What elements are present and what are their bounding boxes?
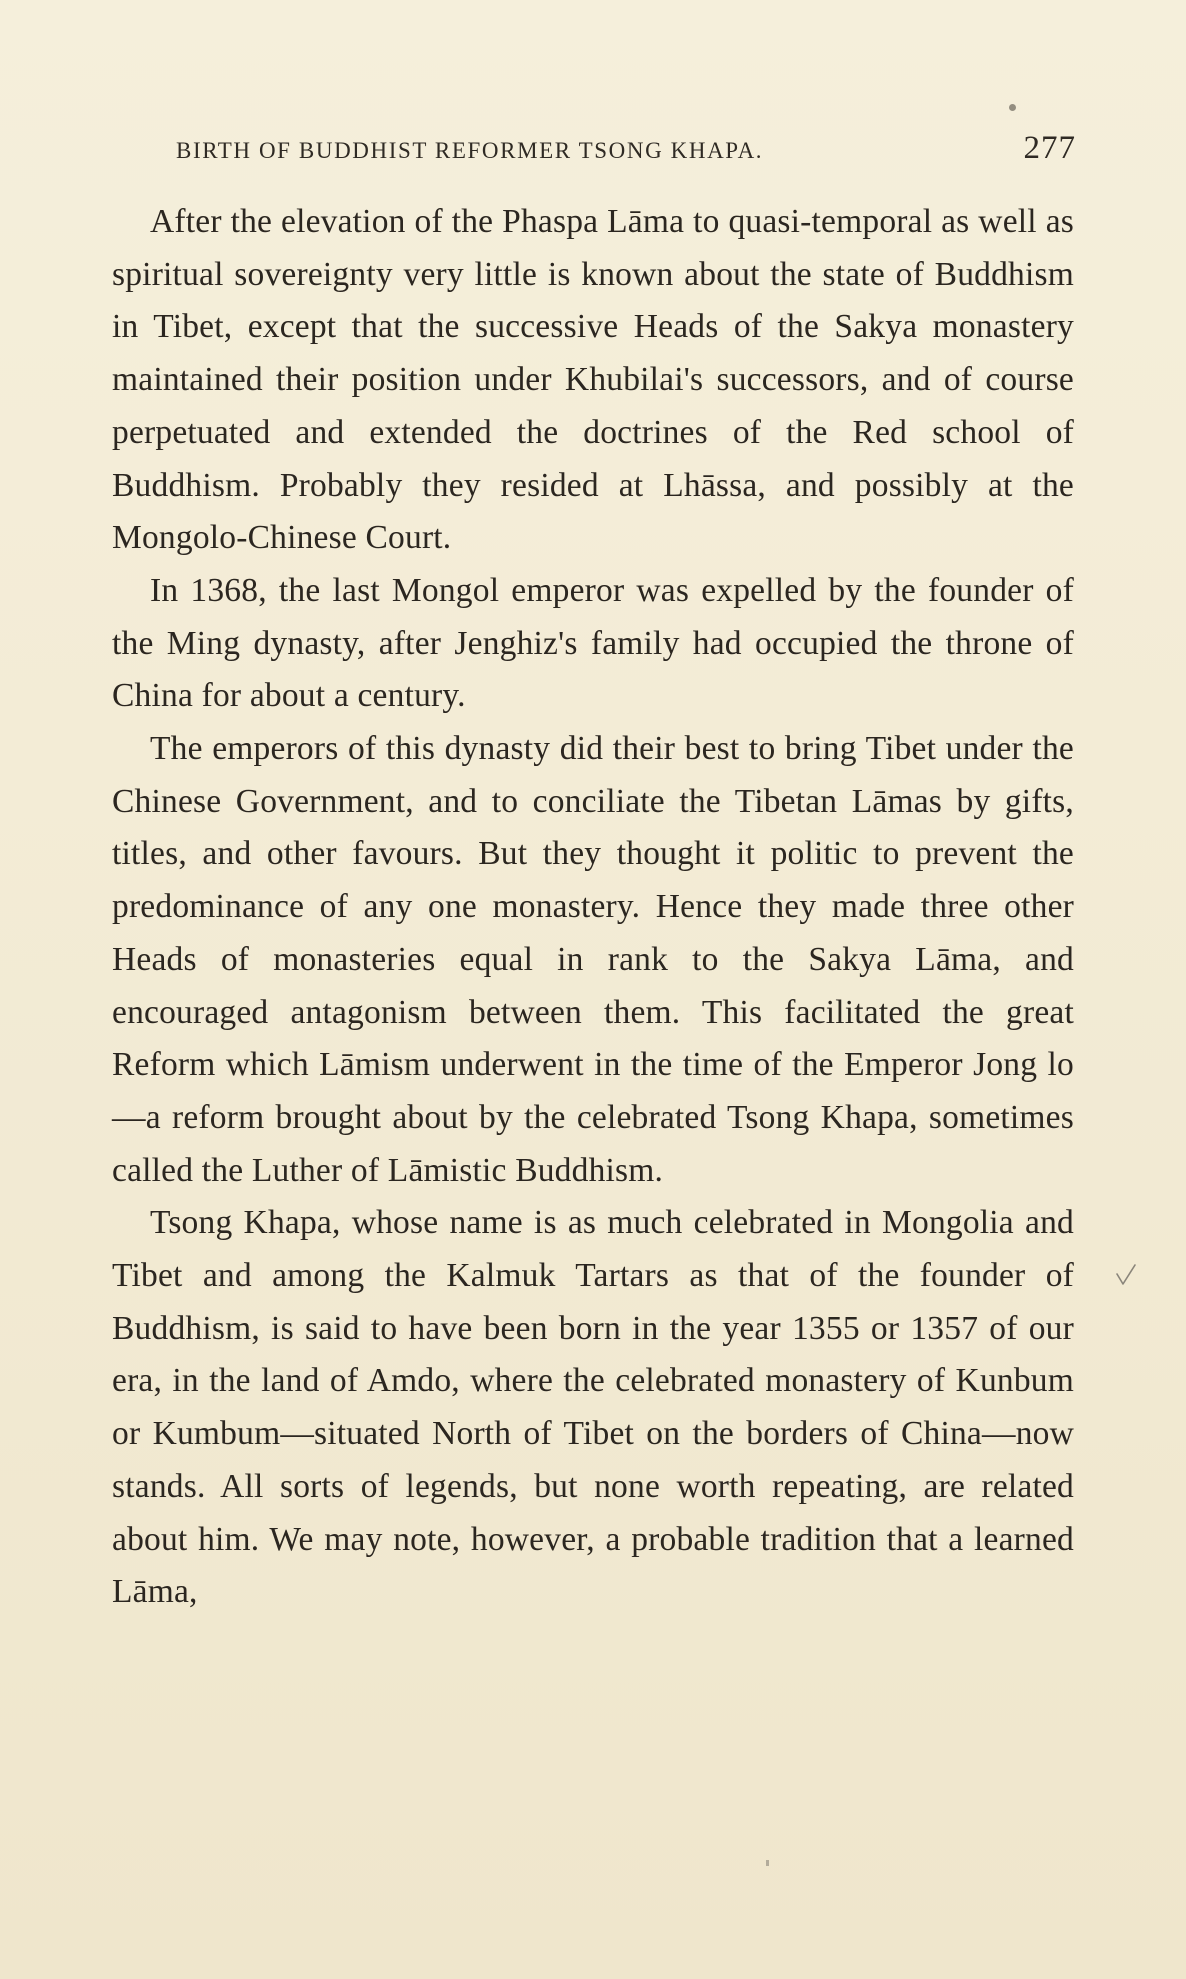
ink-speck-bottom: [766, 1860, 769, 1866]
paragraph-4: Tsong Khapa, whose name is as much celebrated in Mongolia and Tibet and among the Kalmuk Tartars as that of the founder of Buddhism, is said to have been born in the year 1355 or 1357 of our era, in the land of Amdo, where the celebrated monastery of Kunbum or Kumbum—situated North of Tibet on the borders of China—now stands. All sorts of legends, but none worth repeating, are related about him. We may note, however, a probable tradition that a learned Lāma,: [112, 1204, 1074, 1611]
page-header: [176, 130, 1076, 174]
paragraph-3: The emperors of this dynasty did their best to bring Tibet under the Chinese Government, and to conciliate the Tibetan Lāmas by gifts, titles, and other favours. But they thought it politic to prevent the predominance of any one monastery. Hence they made three other Heads of monasteries equal in rank to the Sakya Lāma, and encouraged antagonism between them. This facilitated the great Reform which Lāmism underwent in the time of the Emperor Jong lo—a reform brought about by the celebrated Tsong Khapa, sometimes called the Luther of Lāmistic Buddhism.: [112, 730, 1074, 1189]
paragraph-2: In 1368, the last Mongol emperor was expelled by the founder of the Ming dynasty, after Jenghiz's family had occupied the throne of China for about a century.: [112, 571, 1074, 715]
page-number: 277: [1023, 130, 1076, 166]
running-head: BIRTH OF BUDDHIST REFORMER TSONG KHAPA.: [176, 138, 764, 163]
body-text: [112, 196, 1074, 1619]
ink-speck: [1009, 104, 1016, 111]
checkmark-icon: [1114, 1262, 1138, 1288]
paragraph-1: After the elevation of the Phaspa Lāma to quasi-temporal as well as spiritual sovereignty very little is known about the state of Buddhism in Tibet, except that the successive Heads of the Sakya monastery maintained their position under Khubilai's successors, and of course perpetuated and extended the doctrines of the Red school of Buddhism. Probably they resided at Lhāssa, and possibly at the Mongolo-Chinese Court.: [112, 203, 1074, 557]
